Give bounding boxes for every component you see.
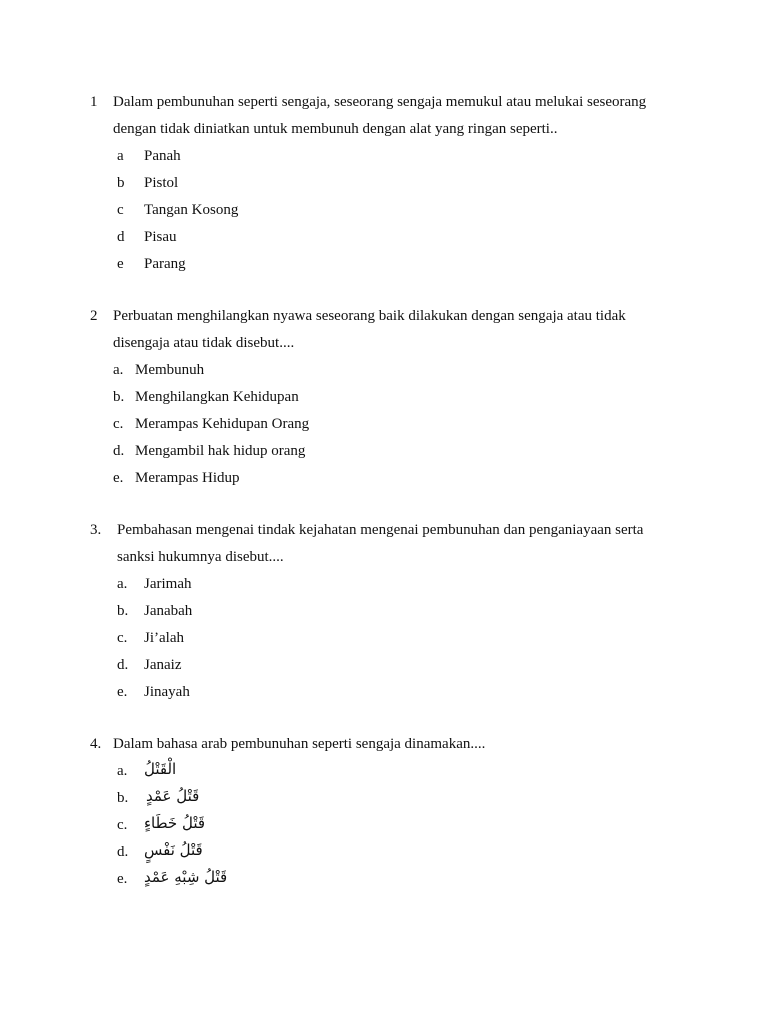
option-text: Panah <box>144 148 181 164</box>
option-letter: c <box>117 202 124 218</box>
option-letter: b. <box>113 389 125 405</box>
question-number: 3. <box>90 522 102 538</box>
option-letter: c. <box>117 817 128 833</box>
option-text: Janaiz <box>144 657 182 673</box>
option-text: Tangan Kosong <box>144 202 239 218</box>
option-letter: d. <box>113 443 125 459</box>
option-text: Jinayah <box>144 684 190 700</box>
option-text: Mengambil hak hidup orang <box>135 443 306 459</box>
option-text-arabic: قَتْلُ شِبْهِ عَمْدٍ <box>144 868 228 886</box>
option-letter: e. <box>113 470 124 486</box>
question-text: Dalam bahasa arab pembunuhan seperti sengaja dinamakan.... <box>113 736 486 752</box>
option-letter: d <box>117 229 125 245</box>
question-text: sanksi hukumnya disebut.... <box>117 549 284 565</box>
option-letter: d. <box>117 844 129 860</box>
option-letter: a. <box>117 763 128 779</box>
option-letter: b. <box>117 790 129 806</box>
question-text: Dalam pembunuhan seperti sengaja, seseorang sengaja memukul atau melukai seseorang <box>113 94 647 110</box>
option-text: Jarimah <box>144 576 192 592</box>
option-text: Pistol <box>144 175 179 191</box>
option-letter: e <box>117 256 124 272</box>
option-text: Merampas Hidup <box>135 470 240 486</box>
question-text: Perbuatan menghilangkan nyawa seseorang baik dilakukan dengan sengaja atau tidak <box>113 308 626 324</box>
option-letter: e. <box>117 684 128 700</box>
option-letter: c. <box>117 630 128 646</box>
question-text: disengaja atau tidak disebut.... <box>113 335 295 351</box>
option-text: Pisau <box>144 229 177 245</box>
option-letter: a <box>117 148 124 164</box>
question-number: 1 <box>90 94 98 110</box>
option-text: Menghilangkan Kehidupan <box>135 389 299 405</box>
option-letter: c. <box>113 416 124 432</box>
option-text: Membunuh <box>135 362 205 378</box>
option-text: Janabah <box>144 603 193 619</box>
question-number: 4. <box>90 736 102 752</box>
option-text-arabic: الْقَتْلُ <box>144 760 177 778</box>
option-text-arabic: قَتْلُ نَفْسٍ <box>144 841 203 859</box>
option-text: Parang <box>144 256 186 272</box>
option-text-arabic: قَتْلُ عَمْدٍ <box>146 787 200 805</box>
option-text: Merampas Kehidupan Orang <box>135 416 310 432</box>
option-letter: a. <box>113 362 124 378</box>
question-number: 2 <box>90 308 98 324</box>
option-letter: b <box>117 175 125 191</box>
question-text: dengan tidak diniatkan untuk membunuh dengan alat yang ringan seperti.. <box>113 121 558 137</box>
option-text-arabic: قَتْلُ خَطَاءٍ <box>144 814 206 832</box>
option-letter: e. <box>117 871 128 887</box>
option-letter: a. <box>117 576 128 592</box>
option-letter: b. <box>117 603 129 619</box>
option-text: Ji’alah <box>144 630 184 646</box>
question-text: Pembahasan mengenai tindak kejahatan mengenai pembunuhan dan penganiayaan serta <box>117 522 644 538</box>
option-letter: d. <box>117 657 129 673</box>
